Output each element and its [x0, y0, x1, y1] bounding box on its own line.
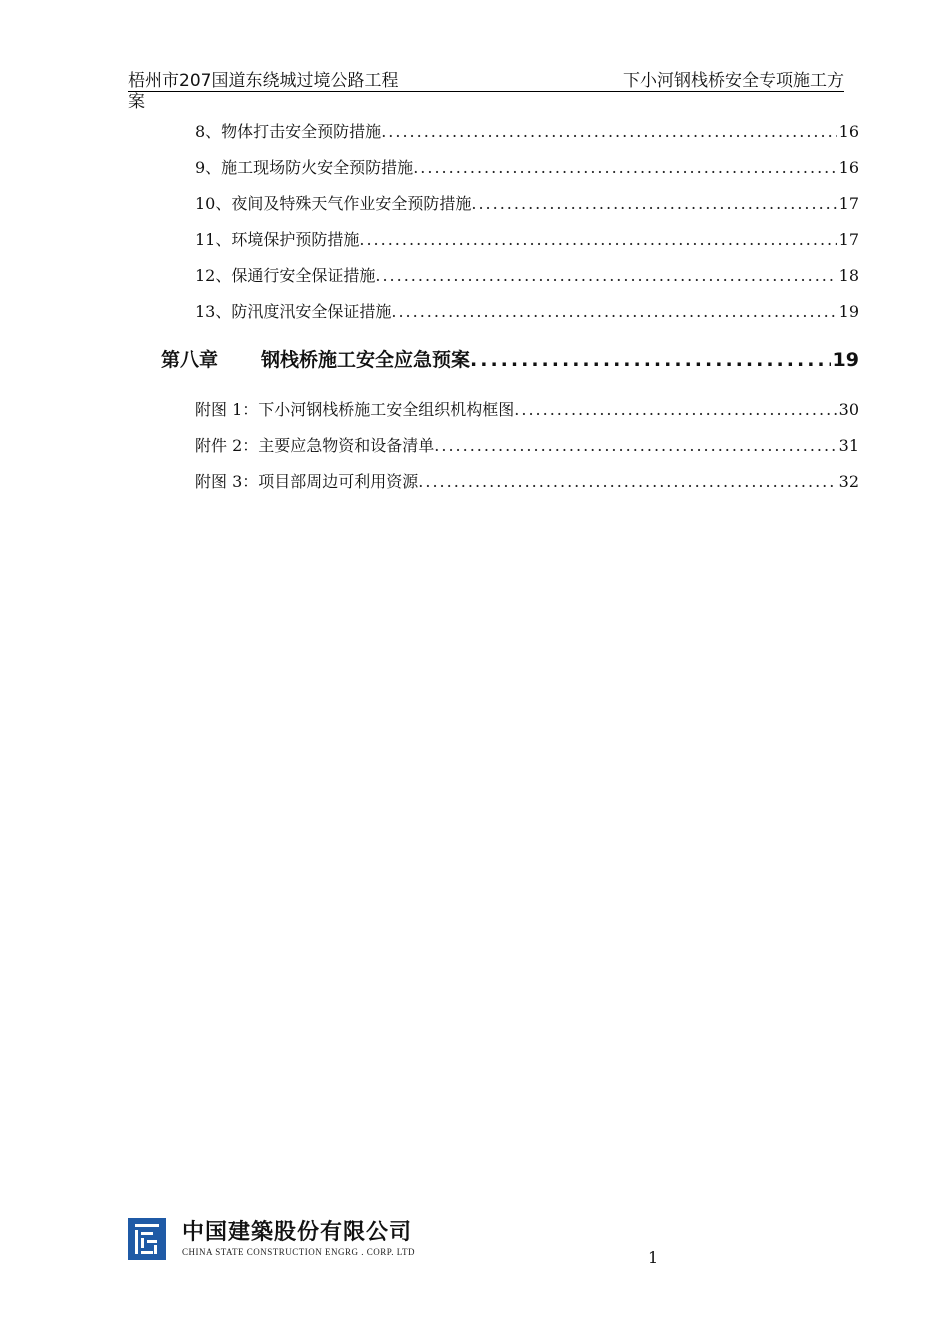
toc-entry[interactable] — [195, 229, 859, 251]
toc-dot-leader — [413, 157, 836, 179]
toc-entry-label: 附图 3：项目部周边可利用资源 — [195, 472, 419, 491]
toc-entry-page: 31 — [838, 436, 859, 455]
toc-entry-label: 11、环境保护预防措施 — [195, 230, 360, 249]
toc-chapter-entry[interactable] — [161, 346, 859, 374]
company-logo — [128, 1218, 415, 1260]
toc-dot-leader — [470, 346, 831, 374]
toc-entry-label: 9、施工现场防火安全预防措施 — [195, 158, 414, 177]
toc-entry[interactable] — [195, 157, 859, 179]
page-number: 1 — [648, 1248, 659, 1267]
toc-entry-label: 10、夜间及特殊天气作业安全预防措施 — [195, 194, 472, 213]
company-name-en: CHINA STATE CONSTRUCTION ENGRG . CORP. LTD — [182, 1247, 415, 1257]
toc-dot-leader — [381, 121, 836, 143]
page-header — [128, 70, 844, 112]
cscec-logo-icon — [128, 1218, 166, 1260]
toc-entry[interactable] — [195, 301, 859, 323]
toc-entry-page: 17 — [838, 194, 859, 213]
toc-dot-leader — [514, 399, 836, 421]
toc-entry-page: 30 — [838, 400, 859, 419]
toc-dot-leader — [418, 471, 836, 493]
toc-entry[interactable] — [195, 471, 859, 493]
toc-entry[interactable] — [195, 265, 859, 287]
toc-dot-leader — [471, 193, 836, 215]
header-project-title: 梧州市207国道东绕城过境公路工程 — [128, 71, 399, 91]
toc-dot-leader — [391, 301, 836, 323]
header-document-title: 下小河钢栈桥安全专项施工方 — [623, 71, 844, 91]
toc-entry-label: 附件 2：主要应急物资和设备清单 — [195, 436, 435, 455]
toc-entry-page: 16 — [838, 158, 859, 177]
toc-chapter-page: 19 — [832, 349, 859, 371]
toc-entry[interactable] — [195, 399, 859, 421]
toc-dot-leader — [359, 229, 836, 251]
toc-entry-label: 附图 1：下小河钢栈桥施工安全组织机构框图 — [195, 400, 515, 419]
toc-entry-page: 18 — [838, 266, 859, 285]
toc-entry-label: 8、物体打击安全预防措施 — [195, 122, 382, 141]
header-document-title-wrap: 案 — [128, 92, 145, 112]
header-rule — [128, 91, 844, 92]
toc-entry-page: 32 — [838, 472, 859, 491]
toc-chapter-label: 钢栈桥施工安全应急预案 — [261, 349, 471, 371]
toc-entry[interactable] — [195, 193, 859, 215]
toc-dot-leader — [434, 435, 836, 457]
company-name-cn: 中国建築股份有限公司 — [182, 1220, 413, 1245]
toc-entry-page: 16 — [838, 122, 859, 141]
toc-entry-page: 17 — [838, 230, 859, 249]
toc-dot-leader — [375, 265, 836, 287]
toc-chapter-number: 第八章 — [161, 349, 219, 371]
toc-entry-page: 19 — [838, 302, 859, 321]
toc-entry[interactable] — [195, 121, 859, 143]
toc-entry-label: 12、保通行安全保证措施 — [195, 266, 376, 285]
toc-entry-label: 13、防汛度汛安全保证措施 — [195, 302, 392, 321]
toc-entry[interactable] — [195, 435, 859, 457]
